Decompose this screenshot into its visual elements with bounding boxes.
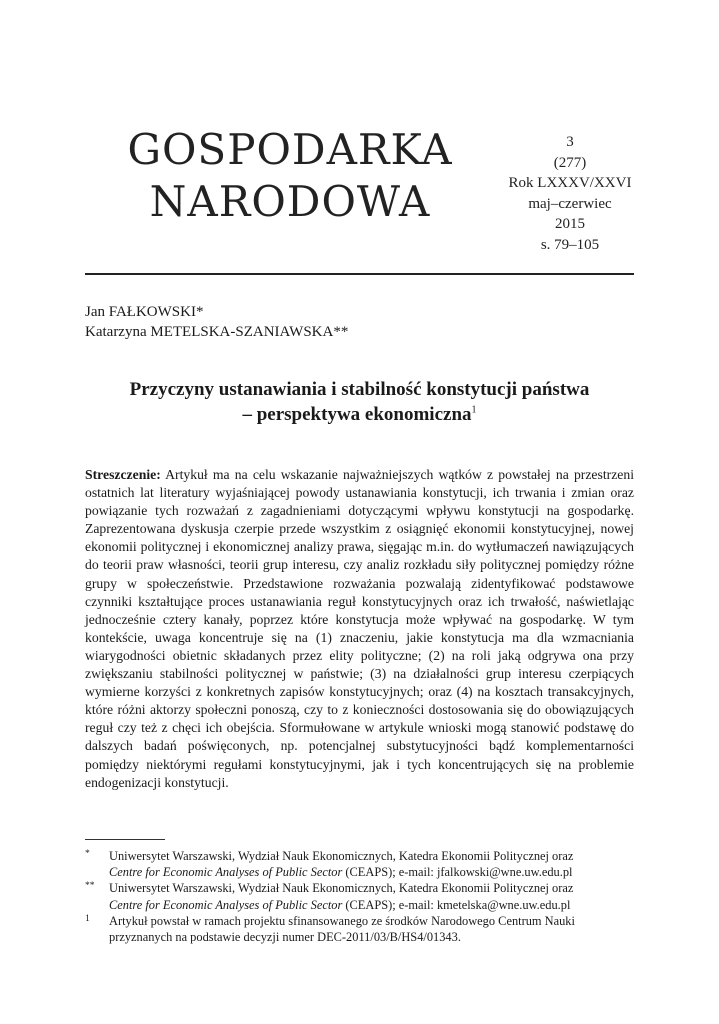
- title-footnote-mark[interactable]: 1: [471, 404, 477, 416]
- author-2: Katarzyna METELSKA-SZANIAWSKA**: [85, 324, 349, 340]
- footnote-mark: 1: [85, 913, 90, 924]
- footnotes: [85, 848, 634, 945]
- footnote-line: Uniwersytet Warszawski, Wydział Nauk Ekonomicznych, Katedra Ekonomii Politycznej oraz: [109, 881, 574, 896]
- volume: Rok LXXXV/XXVI: [508, 175, 632, 191]
- footnote-line: przyznanych na podstawie decyzji numer DEC-2011/03/B/HS4/01343.: [109, 930, 461, 945]
- article-title-line-1: Przyczyny ustanawiania i stabilność konstytucji państwa: [129, 379, 590, 400]
- footnote-rest: (CEAPS); e-mail: jfalkowski@wne.uw.edu.pl: [342, 865, 573, 880]
- abstract-text: Artykuł ma na celu wskazanie najważniejszych wątków z powstałej na przestrzeni ostatnich lat literatury wyjaśniającej powody ustanawiania konstytucji, ich trwania i zmian oraz powiązanie tych rozważań z zagadnieniami dotyczącymi wpływu konstytucji na gospodarkę. Zaprezentowana dyskusja czerpie przede wszystkim z osiągnięć ekonomii konstytucyjnej, nowej ekonomii politycznej i ekonomicznej analizy prawa, sięgając m.in. do wytłumaczeń nawiązujących do teorii praw własności, teorii grup interesu, czy analiz rozkładu siły politycznej pomiędzy różne grupy w społeczeństwie. Przedstawione rozważania pozwalają zidentyfikować podstawowe czynniki kształtujące proces ustanawiania reguł konstytucyjnych oraz ich trwałość, naświetlając jednocześnie cztery kanały, poprzez które konstytucja może wpływać na gospodarkę. W tym kontekście, uwaga koncentruje się na (1) znaczeniu, jakie konstytucja ma dla wzmacniania wiarygodności obietnic składanych przez elity polityczne; (2) na roli jaką odgrywa ona przy zwiększaniu stabilności politycznej w państwie; (3) na działalności grup interesu czerpiących wymierne korzyści z konkretnych zapisów konstytucyjnych; oraz (4) na kosztach transakcyjnych, które różni aktorzy społeczni ponoszą, czy to z konieczności dostosowania się do obowiązujących reguł czy też z chęci ich obejścia. Sformułowane w artykule wnioski mogą stanowić podstawę do dalszych badań poświęconych, np. potencjalnej substytucyjności bądź komplementarności pomiędzy niektórymi regułami konstytucyjnymi, jak i tych koncentrujących się na problemie endogenizacji konstytucji.: [85, 467, 634, 790]
- abstract: [85, 466, 634, 792]
- footnote-mark: *: [85, 849, 90, 859]
- header-rule: [85, 273, 634, 275]
- footnote-rest: (CEAPS); e-mail: kmetelska@wne.uw.edu.pl: [342, 897, 571, 912]
- issue-meta: [505, 132, 635, 255]
- footnote-italic: Centre for Economic Analyses of Public Sector: [109, 897, 343, 912]
- article-title: [85, 377, 634, 427]
- footnote-line: Uniwersytet Warszawski, Wydział Nauk Ekonomicznych, Katedra Ekonomii Politycznej oraz: [109, 849, 574, 863]
- article-title-line-2: [85, 402, 634, 427]
- year: 2015: [555, 216, 585, 232]
- author-1: Jan FAŁKOWSKI*: [85, 304, 204, 320]
- journal-title-line-1: GOSPODARKA: [127, 125, 453, 174]
- footnote-3: [85, 913, 634, 945]
- journal-title: [110, 124, 470, 228]
- abstract-label: Streszczenie:: [85, 467, 161, 482]
- footnote-line: Artykuł powstał w ramach projektu sfinansowanego ze środków Narodowego Centrum Nauki: [109, 913, 575, 928]
- footnote-2: [85, 880, 634, 912]
- pages: s. 79–105: [540, 236, 600, 253]
- footnote-line: [109, 864, 634, 880]
- journal-title-line-2: NARODOWA: [149, 177, 431, 226]
- footnote-1: [85, 848, 634, 880]
- issue-number: 3: [566, 134, 574, 150]
- authors: [85, 302, 348, 342]
- footnote-rule: [85, 839, 165, 840]
- footnote-mark: **: [85, 881, 95, 892]
- footnote-italic: Centre for Economic Analyses of Public Sector: [109, 865, 343, 880]
- issue-total: (277): [553, 154, 587, 171]
- months: maj–czerwiec: [528, 195, 612, 212]
- footnote-line: [109, 897, 634, 913]
- article-title-line-2-text: – perspektywa ekonomiczna: [242, 404, 472, 425]
